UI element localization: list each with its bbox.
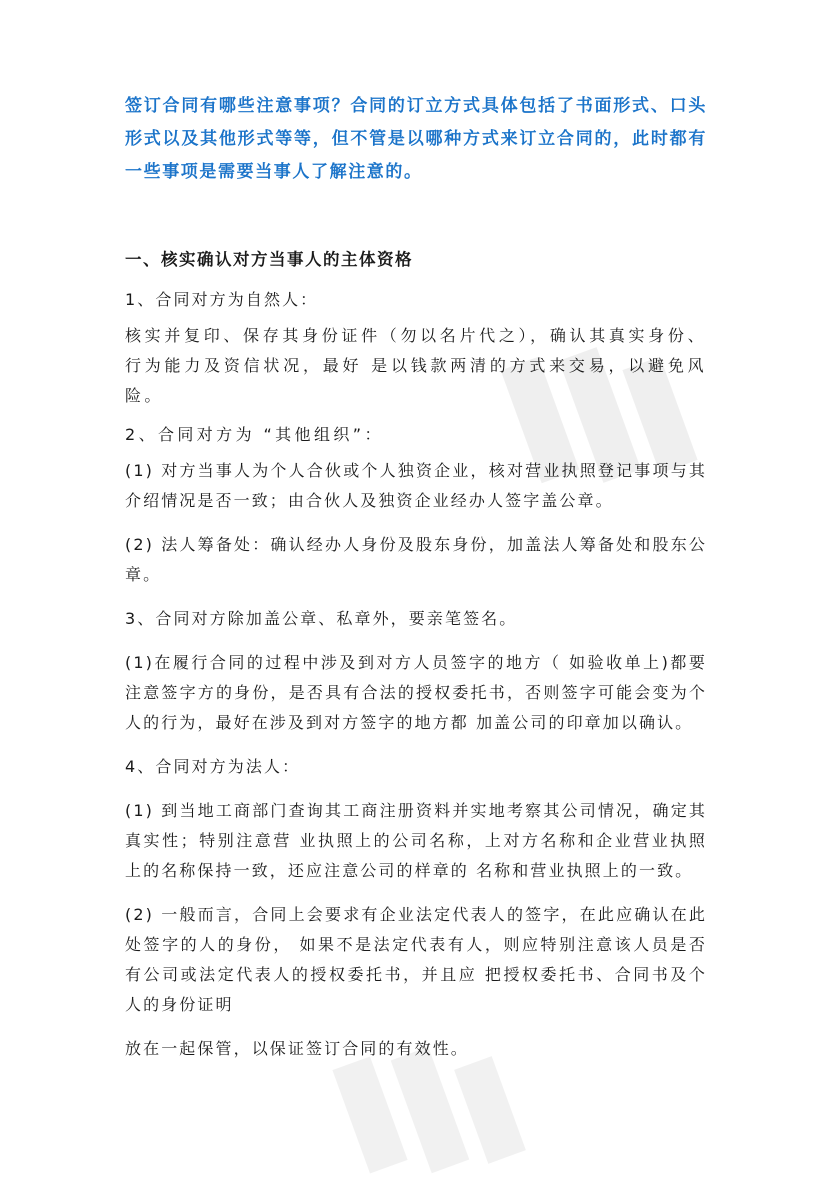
item1-body: 核实并复印、保存其身份证件（勿以名片代之），确认其真实身份、行为能力及资信状况，最好 是以钱款两清的方式来交易，以避免风险。 [125, 326, 707, 405]
item4-sub2-continuation: 放在一起保管，以保证签订合同的有效性。 [125, 1039, 469, 1058]
intro-paragraph: 签订合同有哪些注意事项？合同的订立方式具体包括了书面形式、口头形式以及其他形式等等，但不管是以哪种方式来订立合同的，此时都有一些事项是需要当事人了解注意的。 [125, 96, 707, 182]
item4-sub2: (2) 一般而言，合同上会要求有企业法定代表人的签字，在此应确认在此处签字的人的身份， 如果不是法定代表有人，则应特别注意该人员是否有公司或法定代表人的授权委托书，并且应 把授权委托书、合同书及个人的身份证明 [125, 905, 707, 1014]
item3-title: 3、合同对方除加盖公章、私章外，要亲笔签名。 [125, 609, 518, 628]
document-content [125, 90, 707, 1073]
item2-sub1: (1) 对方当事人为个人合伙或个人独资企业，核对营业执照登记事项与其介绍情况是否一致；由合伙人及独资企业经办人签字盖公章。 [125, 461, 707, 510]
item1-title: 1、合同对方为自然人： [125, 290, 319, 309]
item4-title: 4、合同对方为法人： [125, 757, 301, 776]
item3-sub1: (1)在履行合同的过程中涉及到对方人员签字的地方（ 如验收单上)都要注意签字方的身份，是否具有合法的授权委托书，否则签字可能会变为个人的行为，最好在涉及到对方签字的地方都 加盖公司的印章加以确认。 [125, 653, 707, 732]
item2-sub2: (2) 法人筹备处：确认经办人身份及股东身份，加盖法人筹备处和股东公章。 [125, 535, 707, 584]
item2-title: 2、合同对方为 “其他组织”： [125, 425, 384, 444]
item4-sub1: (1) 到当地工商部门查询其工商注册资料并实地考察其公司情况，确定其真实性；特别注意营 业执照上的公司名称，上对方名称和企业营业执照上的名称保持一致，还应注意公司的样章的 名称和营业执照上的一致。 [125, 801, 707, 880]
section-heading: 一、核实确认对方当事人的主体资格 [125, 250, 413, 269]
